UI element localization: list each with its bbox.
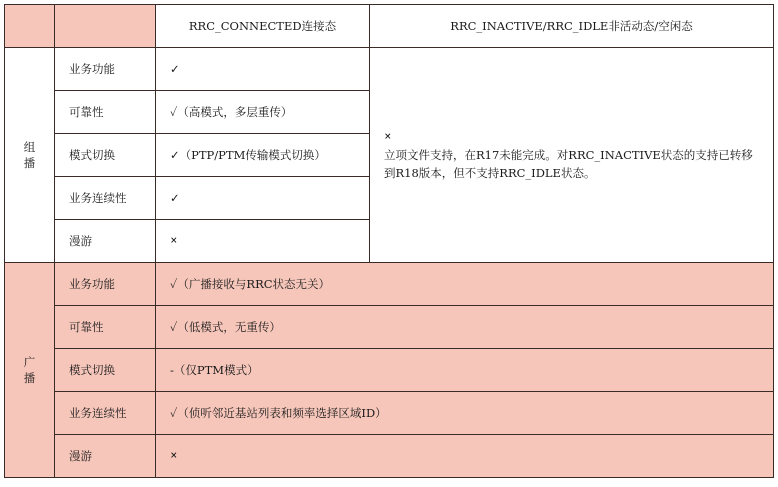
header-cell-empty-2 bbox=[55, 5, 156, 48]
connected-value: ✓ bbox=[156, 48, 370, 91]
feature-label: 模式切换 bbox=[55, 349, 156, 392]
comparison-table-wrapper bbox=[4, 4, 773, 483]
broadcast-value: ✓（侦听邻近基站列表和频率选择区域ID） bbox=[156, 392, 774, 435]
header-cell-empty-1 bbox=[5, 5, 55, 48]
group-multicast: 组播 bbox=[5, 48, 55, 263]
feature-label: 业务功能 bbox=[55, 263, 156, 306]
feature-label: 业务功能 bbox=[55, 48, 156, 91]
connected-value: ✓ bbox=[156, 177, 370, 220]
group-broadcast: 广播 bbox=[5, 263, 55, 478]
rrc-state-comparison-table bbox=[4, 4, 774, 478]
table-row bbox=[5, 349, 774, 392]
table-row bbox=[5, 306, 774, 349]
broadcast-value: ✓（低模式，无重传） bbox=[156, 306, 774, 349]
multicast-inactive-note: 立项文件支持，在R17未能完成。对RRC_INACTIVE状态的支持已转移到R18版本，但不支持RRC_IDLE状态。 bbox=[384, 148, 753, 180]
feature-label: 漫游 bbox=[55, 220, 156, 263]
connected-value: ✓（PTP/PTM传输模式切换） bbox=[156, 134, 370, 177]
feature-label: 模式切换 bbox=[55, 134, 156, 177]
multicast-inactive-cell bbox=[370, 48, 774, 263]
table-row bbox=[5, 263, 774, 306]
connected-value: ✓（高模式，多层重传） bbox=[156, 91, 370, 134]
feature-label: 业务连续性 bbox=[55, 177, 156, 220]
table-row bbox=[5, 48, 774, 91]
header-row bbox=[5, 5, 774, 48]
table-row bbox=[5, 435, 774, 478]
cross-mark: × bbox=[384, 132, 392, 142]
feature-label: 可靠性 bbox=[55, 306, 156, 349]
connected-value: × bbox=[156, 220, 370, 263]
table-row bbox=[5, 392, 774, 435]
broadcast-value: -（仅PTM模式） bbox=[156, 349, 774, 392]
feature-label: 业务连续性 bbox=[55, 392, 156, 435]
header-connected: RRC_CONNECTED连接态 bbox=[156, 5, 370, 48]
header-inactive-idle: RRC_INACTIVE/RRC_IDLE非活动态/空闲态 bbox=[370, 5, 774, 48]
broadcast-value: × bbox=[156, 435, 774, 478]
feature-label: 可靠性 bbox=[55, 91, 156, 134]
broadcast-value: ✓（广播接收与RRC状态无关） bbox=[156, 263, 774, 306]
feature-label: 漫游 bbox=[55, 435, 156, 478]
